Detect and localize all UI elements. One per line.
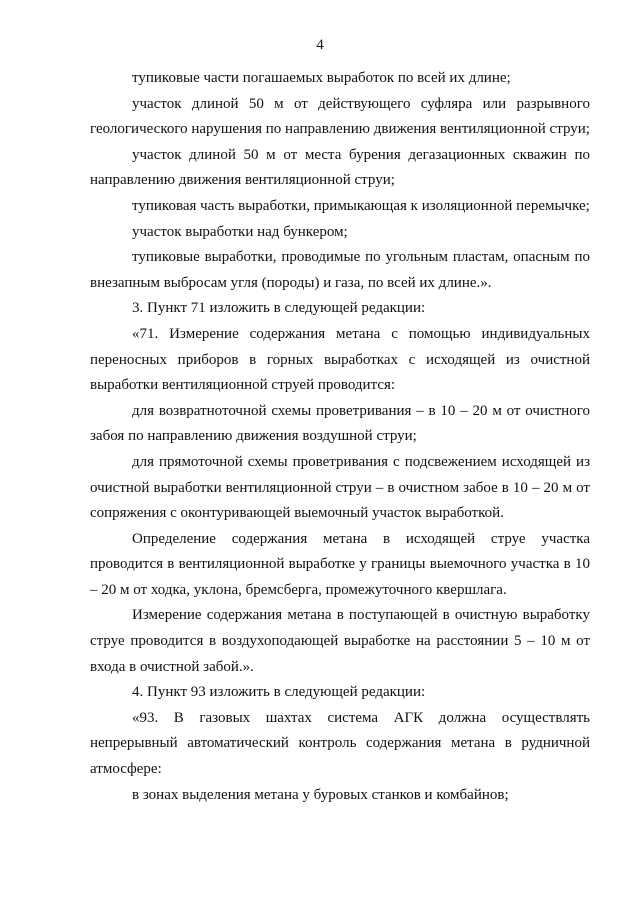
paragraph: Измерение содержания метана в поступающей в очистную выработку струе проводится в воздухоподающей выработке на расстоянии 5 – 10 м от входа в очистной забой.». [90, 607, 590, 675]
paragraph: тупиковые выработки, проводимые по угольным пластам, опасным по внезапным выбросам угля (породы) и газа, по всей их длине.». [90, 249, 590, 291]
paragraph: «93. В газовых шахтах система АГК должна осуществлять непрерывный автоматический контроль содержания метана в рудничной атмосфере: [90, 709, 590, 778]
paragraph: для прямоточной схемы проветривания с подсвежением исходящей из очистной выработки вентиляционной струи – в очистном забое в 10 – 20 м от сопряжения с оконтуривающей выемочный участок выработкой. [90, 453, 590, 522]
section-heading: 3. Пункт 71 изложить в следующей редакции: [132, 300, 426, 317]
paragraph: для возвратноточной схемы проветривания – в 10 – 20 м от очистного забоя по направлению движения воздушной струи; [90, 402, 590, 445]
document-body [90, 66, 590, 808]
paragraph: тупиковые части погашаемых выработок по всей их длине; [132, 70, 511, 86]
paragraph: тупиковая часть выработки, примыкающая к изоляционной перемычке; [132, 197, 590, 214]
paragraph: участок выработки над бункером; [132, 223, 348, 240]
paragraph: Определение содержания метана в исходящей струе участка проводится в вентиляционной выработке у границы выемочного участка в 10 – 20 м от ходка, уклона, бремсберга, промежуточного квершлага. [90, 530, 590, 598]
paragraph: в зонах выделения метана у буровых станков и комбайнов; [132, 786, 509, 803]
paragraph: «71. Измерение содержания метана с помощью индивидуальных переносных приборов в горных выработках с исходящей из очистной выработки вентиляционной струей проводится: [90, 325, 590, 394]
section-heading: 4. Пункт 93 изложить в следующей редакции: [132, 684, 426, 701]
paragraph: участок длиной 50 м от места бурения дегазационных скважин по направлению движения вентиляционной струи; [90, 146, 590, 189]
page-number: 4 [316, 37, 324, 53]
paragraph: участок длиной 50 м от действующего суфляра или разрывного геологического нарушения по направлению движения вентиляционной струи; [90, 95, 590, 138]
